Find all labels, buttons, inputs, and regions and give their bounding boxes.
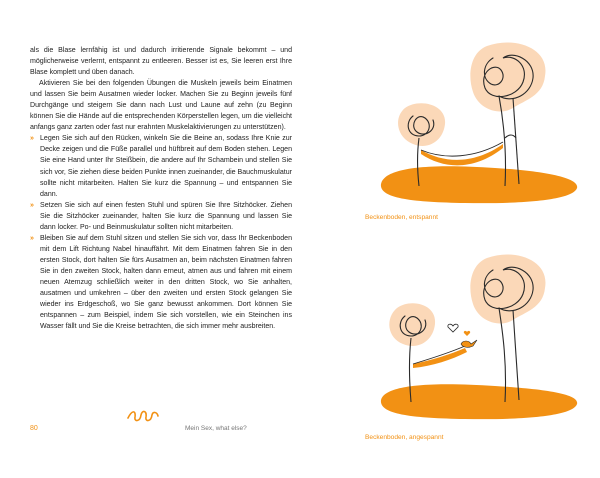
- bullet-marker: »: [30, 201, 34, 209]
- paragraph-2: Aktivieren Sie bei den folgenden Übungen die Muskeln jeweils beim Einatmen und lassen Sie beim Ausatmen wieder locker. Machen Sie zu Beginn jeweils fünf Durchgänge und steigern Sie dann nach Lust und Laune auf zehn (zu Beginn können Sie die Hände auf die entsprechenden Körperstellen legen, um die vielleicht anfangs ganz zarten oder fast nur erahnten Muskelaktivierungen zu unterstützen).: [30, 80, 292, 132]
- bullet-item-2: [30, 200, 292, 233]
- hammock: [421, 144, 503, 165]
- tree-foliage-left: [389, 303, 435, 346]
- page-number: 80: [30, 425, 38, 432]
- caption-tense: Beckenboden, angespannt: [365, 434, 444, 441]
- squiggle-ornament-icon: [126, 408, 160, 424]
- bullet-text-3: Bleiben Sie auf dem Stuhl sitzen und stellen Sie sich vor, dass Ihr Beckenboden mit dem Lift Richtung Nabel hinauffährt. Mit dem Einatmen fahren Sie in den ersten Stock, dort halten Sie fürs Ausatmen an, beim nächsten Einatmen fahren Sie in den zweiten Stock, halten dann erneut, atmen aus und fahren mit einem neuen Atemzug schließlich weiter in den dritten Stock, wo Sie anhalten, ausatmen und umkehren – über den zweiten und ersten Stock gelangen Sie wieder ins Erdgeschoß, wo Sie ganz bewusst ankommen. Dort können Sie entspannen – zum Beispiel, indem Sie sich vorstellen, wie ein Steinchen ins Wasser fällt und Sie die Kreise betrachten, die sich immer mehr ausbreiten.: [40, 234, 292, 331]
- hammock: [413, 348, 467, 368]
- bullet-text-1: Legen Sie sich auf den Rücken, winkeln Sie die Beine an, sodass Ihre Knie zur Decke zeigen und die Füße parallel und hüftbreit auf dem Boden stehen. Legen Sie eine Hand unter Ihr Steißbein, die andere auf Ihr Schambein und stellen Sie sich vor, Sie ziehen diese beiden Punkte innen zueinander, die Bauchmuskulatur sollte nicht mitarbeiten. Halten Sie kurz die Spannung – und entspannen Sie dann.: [40, 135, 292, 198]
- hammock-tense-illustration: [375, 248, 585, 428]
- hammock-relaxed-illustration: [375, 38, 585, 216]
- bird-icon: [461, 340, 477, 347]
- running-footer-title: Mein Sex, what else?: [185, 425, 247, 432]
- ground-shape: [381, 166, 577, 203]
- bullet-text-2: Setzen Sie sich auf einen festen Stuhl und spüren Sie Ihre Sitzhöcker. Ziehen Sie die Sitzhöcker zueinander, halten Sie kurz die Spannung und lassen Sie dann locker. Po- und Beinmuskulatur sollten nicht mitarbeiten.: [40, 201, 292, 231]
- bullet-item-3: [30, 233, 292, 332]
- bullet-marker: »: [30, 234, 34, 242]
- caption-relaxed: Beckenboden, entspannt: [365, 214, 438, 221]
- tree-foliage-left: [398, 103, 445, 146]
- heart-icon: [464, 331, 470, 336]
- left-page-text: [30, 45, 292, 332]
- tree-foliage-right: [470, 43, 545, 112]
- bullet-item-1: [30, 133, 292, 199]
- heart-icon: [448, 324, 458, 332]
- paragraph-1: als die Blase lernfähig ist und dadurch irritierende Signale bekommt – und möglicherweise verlernt, entspannt zu entleeren. Besser ist es, Sie leeren erst Ihre Blase komplett und üben danach.: [30, 47, 292, 77]
- bullet-marker: »: [30, 135, 34, 143]
- tree-foliage-right: [470, 255, 545, 324]
